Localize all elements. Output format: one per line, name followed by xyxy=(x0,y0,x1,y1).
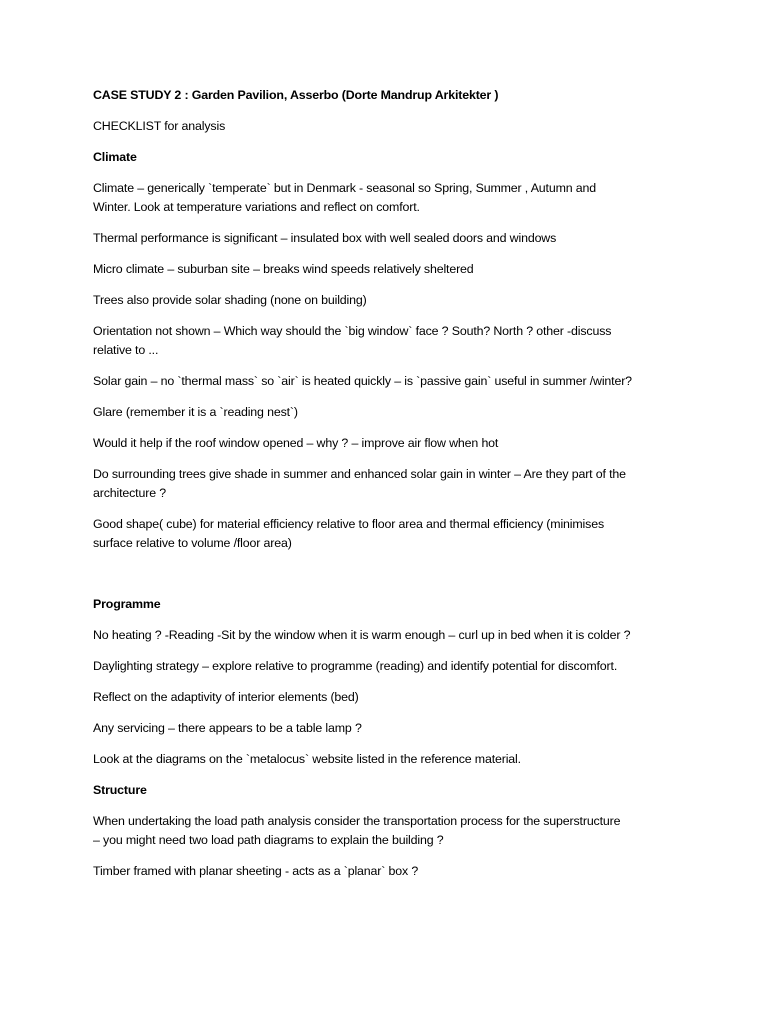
climate-paragraph-line: Winter. Look at temperature variations and reflect on comfort. xyxy=(93,200,420,214)
climate-paragraph-line: relative to ... xyxy=(93,343,159,357)
climate-paragraph-line: Good shape( cube) for material efficiency relative to floor area and thermal efficiency (minimises xyxy=(93,517,604,531)
climate-paragraph: Thermal performance is significant – insulated box with well sealed doors and windows xyxy=(93,231,557,245)
document-title: CASE STUDY 2 : Garden Pavilion, Asserbo (Dorte Mandrup Arkitekter ) xyxy=(93,88,499,102)
structure-paragraph-line: When undertaking the load path analysis consider the transportation process for the superstructure xyxy=(93,814,621,828)
programme-paragraph: Any servicing – there appears to be a table lamp ? xyxy=(93,721,362,735)
programme-paragraph: Look at the diagrams on the `metalocus` website listed in the reference material. xyxy=(93,752,521,766)
climate-paragraph: Glare (remember it is a `reading nest`) xyxy=(93,405,298,419)
climate-paragraph-line: Climate – generically `temperate` but in Denmark - seasonal so Spring, Summer , Autumn and xyxy=(93,181,597,195)
programme-paragraph: No heating ? -Reading -Sit by the window when it is warm enough – curl up in bed when it is colder ? xyxy=(93,628,631,642)
climate-paragraph: Micro climate – suburban site – breaks wind speeds relatively sheltered xyxy=(93,262,474,276)
structure-paragraph: Timber framed with planar sheeting - acts as a `planar` box ? xyxy=(93,864,419,878)
climate-paragraph: Solar gain – no `thermal mass` so `air` is heated quickly – is `passive gain` useful in summer /winter? xyxy=(93,374,632,388)
climate-heading: Climate xyxy=(93,150,137,164)
climate-paragraph-line: Orientation not shown – Which way should the `big window` face ? South? North ? other -discuss xyxy=(93,324,612,338)
programme-paragraph: Daylighting strategy – explore relative to programme (reading) and identify potential for discomfort. xyxy=(93,659,618,673)
climate-paragraph: Trees also provide solar shading (none on building) xyxy=(93,293,367,307)
climate-paragraph-line: Do surrounding trees give shade in summer and enhanced solar gain in winter – Are they part of the xyxy=(93,467,626,481)
checklist-subtitle: CHECKLIST for analysis xyxy=(93,119,226,133)
structure-heading: Structure xyxy=(93,783,147,797)
programme-heading: Programme xyxy=(93,597,161,611)
programme-paragraph: Reflect on the adaptivity of interior elements (bed) xyxy=(93,690,359,704)
structure-paragraph-line: – you might need two load path diagrams to explain the building ? xyxy=(93,833,444,847)
climate-paragraph: Would it help if the roof window opened – why ? – improve air flow when hot xyxy=(93,436,499,450)
climate-paragraph-line: architecture ? xyxy=(93,486,166,500)
climate-paragraph-line: surface relative to volume /floor area) xyxy=(93,536,292,550)
